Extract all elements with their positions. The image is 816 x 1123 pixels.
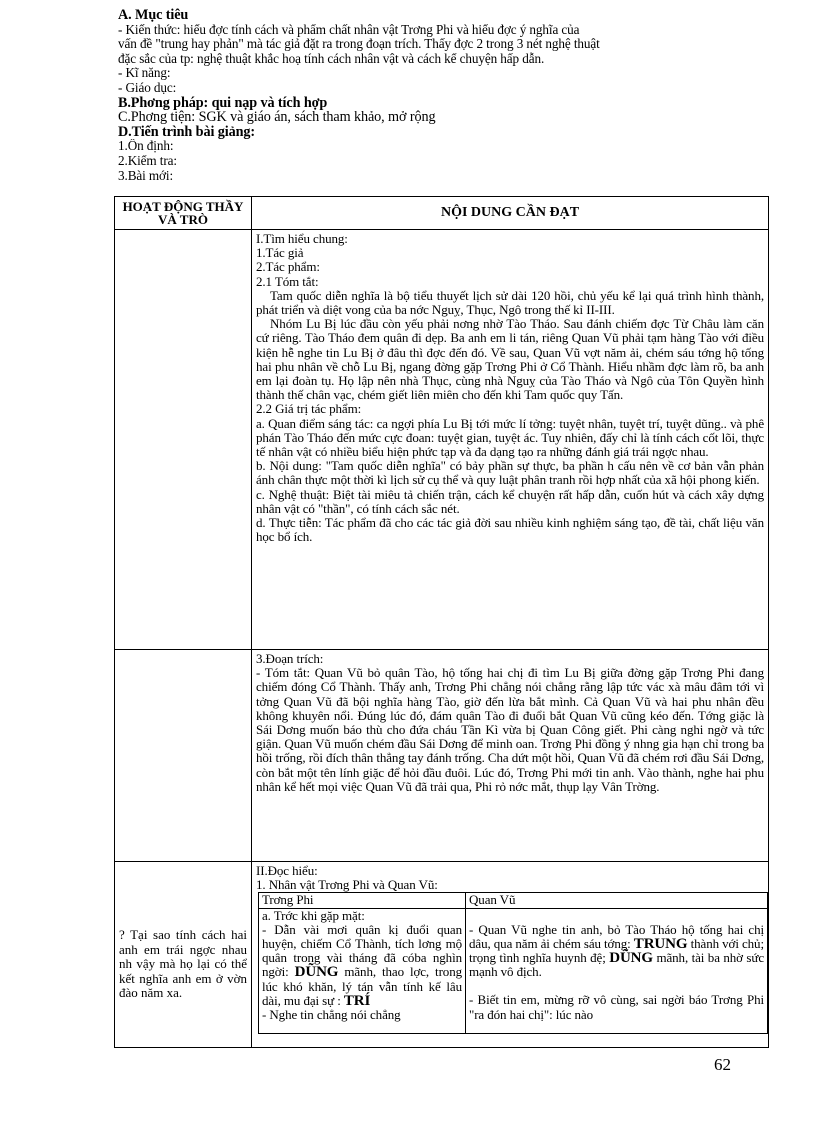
subheading: a. Trớc khi gặp mặt:: [262, 907, 365, 923]
summary-paragraph: Tam quốc diễn nghĩa là bộ tiểu thuyết lịch sử dài 120 hồi, chủ yếu kể lại quá trình hình thành, phát triển và diệt vong của ba nớc Nguỵ, Thục, Ngô trong thế kỉ II-III.: [256, 287, 764, 318]
question-cell: [115, 862, 252, 1048]
section-heading: I.Tìm hiểu chung:: [256, 231, 348, 246]
truong-phi-text: - Nghe tin chẳng nói chẳng: [262, 1007, 401, 1023]
objectives-heading: A. Mục tiêu: [118, 8, 189, 23]
quan-vu-text: - Biết tin em, mừng rỡ vô cùng, sai ngời báo Trơng Phi "ra đón hai chị": lúc nào: [469, 992, 764, 1022]
objectives-line: - Kĩ năng:: [118, 66, 171, 81]
objectives-line: đặc sắc của tp: nghệ thuật khắc hoạ tính cách nhân vật và cách kể chuyện hấp dẫn.: [118, 51, 545, 66]
lesson-table: [114, 196, 769, 1048]
reading-section: [252, 862, 769, 1048]
method-heading: B.Phơng pháp: qui nạp và tích hợp: [118, 95, 328, 111]
text-run: mãnh, tài ba nhờ sức mạnh vô địch.: [469, 950, 765, 980]
summary-paragraph: Nhóm Lu Bị lúc đầu còn yếu phải nơng nhờ Tào Tháo. Sau đánh chiếm đợc Từ Châu làm căn cứ riêng. Tào Tháo đem quân đi dẹp. Ba anh em li tán, riêng Quan Vũ phải tạm hàng Tào với điều kiện hễ nghe tin Lu Bị ở đâu thì đợc đến đó. Về sau, Quan Vũ vợt năm ải, chém sáu tớng hộ tống hai phu nhân về chỗ Lu Bị, ngang đờng gặp Trơng Phi ở Cổ Thành. Hiểu nhầm đợc làm rõ, ba anh em lại đoàn tụ. Họ lập nên nhà Thục, cùng nhà Nguỵ của Tào Tháo và Ngô của Tôn Quyền hình thành thế chân vạc, chém giết liên miên cho đến khi Tam quốc quy Tấn.: [256, 316, 764, 403]
page-number: 62: [714, 1055, 731, 1074]
text-run: - Dẫn vài mơi quân kị đuổi quan huyện, chiếm Cổ Thành, tích lơng mộ quân trong vài tháng đã cóba nghìn ngời:: [262, 921, 462, 980]
keyword-tri: TRÍ: [343, 992, 371, 1009]
objectives-line: - Kiến thức: hiểu đợc tính cách và phẩm chất nhân vật Trơng Phi và hiểu đợc ý nghĩa của: [118, 22, 580, 37]
header-activities: HOẠT ĐỘNG THẦY VÀ TRÒ: [115, 197, 252, 230]
quan-vu-text: [469, 923, 764, 980]
activity-cell: [115, 650, 252, 862]
procedure-heading: D.Tiến trình bài giảng:: [118, 124, 255, 140]
text-run: - Quan Vũ nghe tin anh, bỏ Tào Tháo hộ tống hai chị dâu, qua năm ải chém sáu tớng:: [469, 921, 764, 951]
truong-phi-cell: [259, 908, 466, 1033]
means-line: C.Phơng tiện: SGK và giáo án, sách tham khảo, mở rộng: [118, 110, 436, 125]
section-heading: 2.2 Giá trị tác phẩm:: [256, 401, 362, 417]
value-paragraph: a. Quan điểm sáng tác: ca ngợi phía Lu Bị tới mức lí tởng: tuyệt nhân, tuyệt trí, tuyệt dũng.. và phê phán Tào Tháo đến mức cực đoan: tuyệt gian, tuyệt ác. Tuy nhiên, đấy chỉ là tính cách cốt lõi, thực tế nhân vật có nhiều biểu hiện phức tạp và đa dạng tạo ra những đánh giá trái ngợc nhau.: [256, 415, 764, 460]
activity-cell: [115, 230, 252, 650]
section-heading: 1. Nhân vật Trơng Phi và Quan Vũ:: [256, 877, 438, 893]
value-paragraph: c. Nghệ thuật: Biệt tài miêu tả chiến trận, cách kể chuyện rất hấp dẫn, cuốn hút và cách xây dựng nhân vật có "thần", có tính cách sắc nét.: [256, 486, 764, 516]
objectives-line: vấn đề "trung hay phản" mà tác giả đặt ra trong đoạn trích. Thấy đợc 2 trong 3 nét nghệ thuật: [118, 37, 600, 52]
value-paragraph: b. Nội dung: "Tam quốc diễn nghĩa" có bảy phần sự thực, ba phần h cấu nên về cơ bản vẫn phản ánh chân thực một thời kì lịch sử cụ thể và quy luật phân tranh rồi hợp nhất của xã hội phong kiến.: [256, 458, 764, 488]
header-content: NỘI DUNG CẦN ĐẠT: [252, 197, 769, 230]
procedure-line: 3.Bài mới:: [118, 168, 174, 183]
excerpt-summary: - Tóm tắt: Quan Vũ bỏ quân Tào, hộ tống hai chị đi tìm Lu Bị giữa đờng gặp Trơng Phi đang chiếm đóng Cổ Thành. Thấy anh, Trơng Phi chẳng nói chẳng rằng lập tức vác xà mâu đâm tới vì tởng Quan Vũ đã bội nghĩa hàng Tào, giờ đến lừa bắt mình. Cả Quan Vũ và hai phu nhân đều không khuyên nổi. Đúng lúc đó, đám quân Tào đi đuổi bắt Quan Vũ cũng kéo đến. Tớng giặc là Sái Dơng muốn báo thù cho đứa cháu Tần Kì vừa bị Quan Công giết. Phi càng nghi ngờ và tức giận. Quan Vũ muốn chém đầu Sái Dơng để minh oan. Trơng Phi đồng ý nhng gia hạn chỉ trong ba hồi trống, rồi đích thân thẳng tay đánh trống. Cha dứt một hồi, Quan Vũ đã chém rơi đầu Sái Dơng, còn bắt một tên lính giặc để hỏi đầu đuôi. Lúc đó, Trơng Phi mới tin anh. Vào thành, nghe hai phu nhân kể hết mọi việc Quan Vũ đã trải qua, Phi rỏ nớc mắt, thụp lạy Vân Trờng.: [256, 665, 764, 794]
section-heading: II.Đọc hiểu:: [256, 863, 318, 878]
lesson-intro: [118, 8, 758, 183]
keyword-dung: DŨNG: [609, 950, 653, 967]
section-heading: 1.Tác giả: [256, 245, 304, 261]
general-section: [252, 230, 769, 650]
procedure-line: 2.Kiểm tra:: [118, 153, 177, 168]
section-heading: 3.Đoạn trích:: [256, 651, 324, 666]
discussion-question: ? Tại sao tính cách hai anh em trái ngợc nhau nh vậy mà họ lại có thể kết nghĩa anh em ở vờn đào năm xa.: [119, 927, 247, 1001]
procedure-line: 1.Ổn định:: [118, 139, 174, 154]
value-paragraph: d. Thực tiễn: Tác phẩm đã cho các tác giả đời sau nhiều kinh nghiệm sáng tạo, đề tài, chất liệu văn học bổ ích.: [256, 515, 764, 545]
column-header: Trơng Phi: [259, 893, 466, 908]
text-run: mãnh, thao lợc, trong lúc khó khăn, lý tán vẫn tính kế lâu dài, mu đại sự :: [262, 964, 462, 1008]
column-header: Quan Vũ: [466, 893, 768, 908]
excerpt-section: [252, 650, 769, 862]
keyword-trung: TRUNG: [633, 935, 688, 952]
keyword-dung: DŨNG: [294, 964, 339, 981]
comparison-table: [258, 892, 768, 1033]
quan-vu-cell: [466, 908, 768, 1033]
section-heading: 2.Tác phẩm:: [256, 259, 320, 275]
truong-phi-text: [262, 923, 462, 1008]
section-heading: 2.1 Tóm tắt:: [256, 273, 319, 289]
text-run: thành với chủ; trọng tình nghĩa huynh đệ;: [469, 935, 764, 966]
objectives-line: - Giáo dục:: [118, 80, 177, 95]
